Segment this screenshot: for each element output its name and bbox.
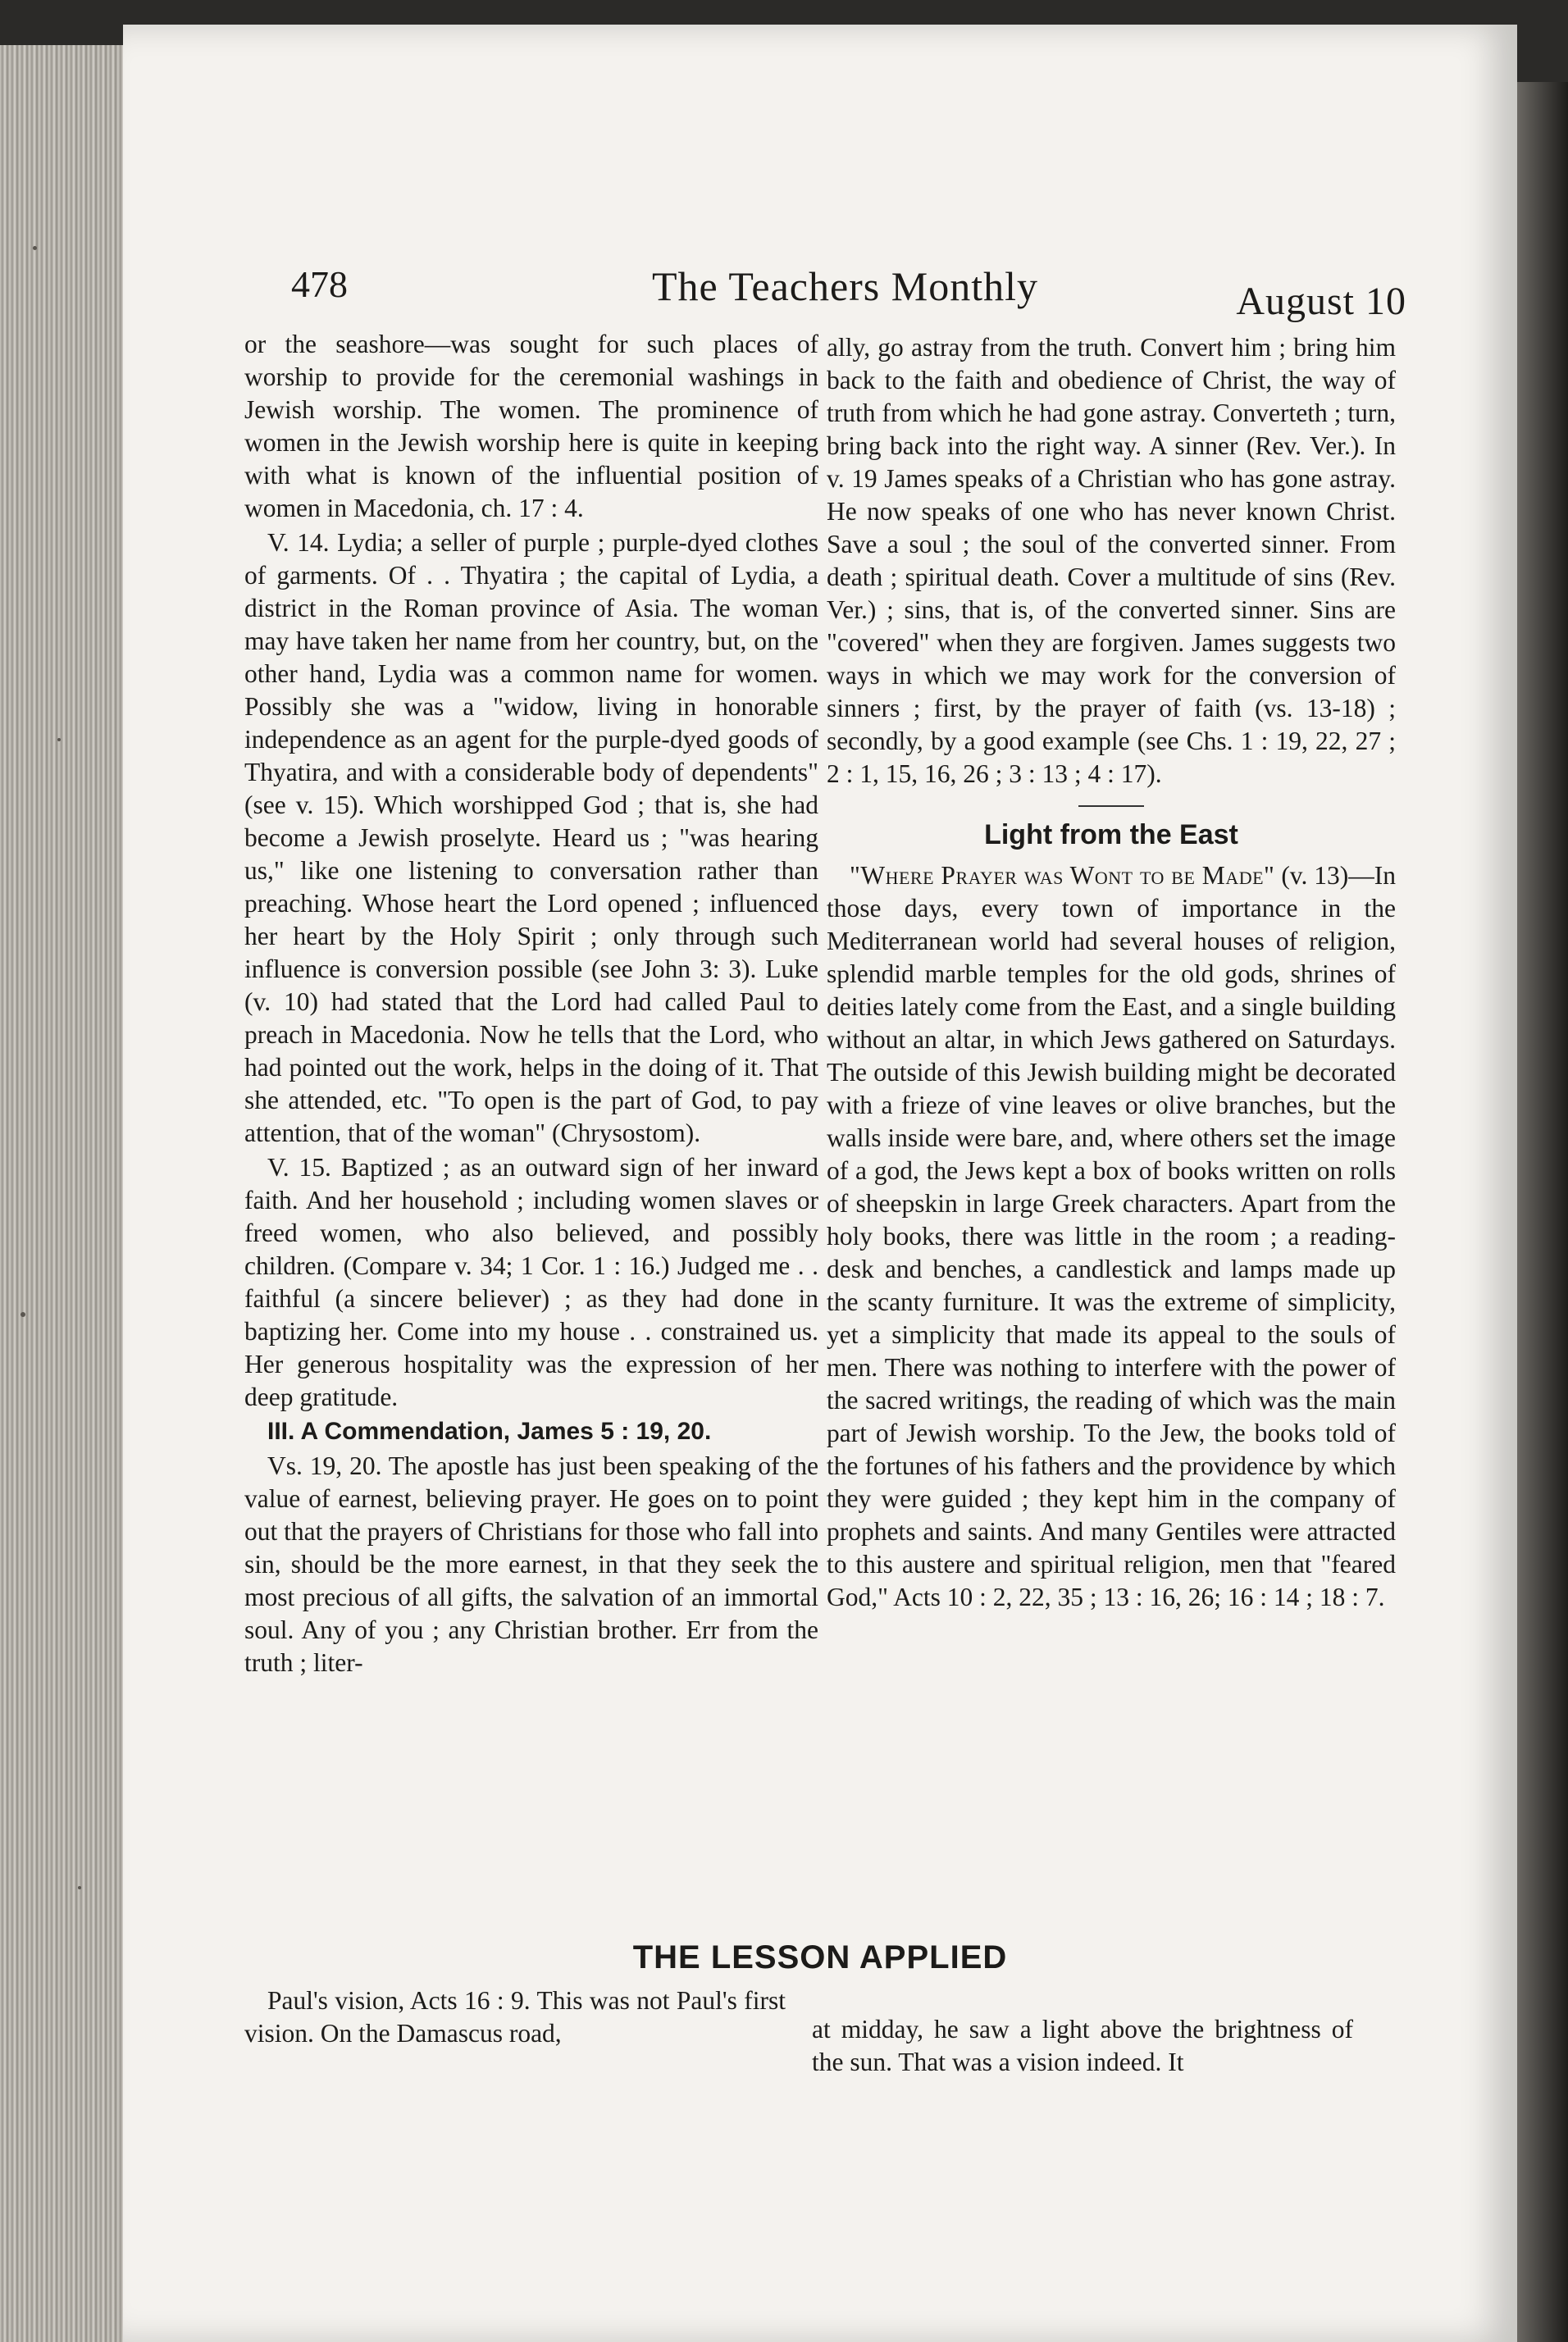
page-number: 478 bbox=[291, 263, 348, 305]
page-header bbox=[291, 262, 1406, 328]
light-from-east-heading: Light from the East bbox=[984, 819, 1238, 850]
lesson-applied-heading: THE LESSON APPLIED bbox=[632, 1939, 1008, 1975]
lesson-right-text: at midday, he saw a light above the brightness of the sun. That was a vision indeed. It bbox=[812, 2015, 1353, 2076]
left-paragraph-1: or the seashore—was sought for such places of worship to provide for the ceremonial washings in Jewish worship. The women. The prominence of women in the Jewish worship here is quite in keeping with what is known of the influential position of women in Macedonia, ch. 17 : 4. bbox=[244, 330, 818, 522]
left-paragraph-2: V. 14. Lydia; a seller of purple ; purple-dyed clothes of garments. Of . . Thyatira ; the capital of Lydia, a district in the Roman province of Asia. The woman may have taken her name from her country, but, on the other hand, Lydia was a common name for women. Possibly she was a "widow, living in honorable independence as an agent for the purple-dyed goods of Thyatira, and with a considerable body of dependents" (see v. 15). Which worshipped God ; that is, she had become a Jewish proselyte. Heard us ; "was hearing us," like one listening to conversation rather than preaching. Whose heart the Lord opened ; influenced her heart by the Holy Spirit ; only through such influence is conversion possible (see John 3: 3). Luke (v. 10) had stated that the Lord had called Paul to preach in Macedonia. Now he tells that the Lord, who had pointed out the work, helps in the doing of it. That she attended, etc. "To open is the part of God, to pay attention, that of the woman" (Chrysostom). bbox=[244, 528, 818, 1147]
scan-speck bbox=[33, 246, 37, 250]
scan-speck bbox=[21, 1312, 25, 1317]
left-paragraph-3: V. 15. Baptized ; as an outward sign of her inward faith. And her household ; including women slaves or freed women, who also believed, and possibly children. (Compare v. 34; 1 Cor. 1 : 16.) Judged me . . faithful (a sincere believer) ; as they had done in baptizing her. Come into my house . . constrained us. Her generous hospitality was the expression of her deep gratitude. bbox=[244, 1153, 818, 1411]
running-title: The Teachers Monthly bbox=[652, 263, 1039, 309]
scan-speck bbox=[78, 1886, 81, 1889]
issue-date: August 10 bbox=[1236, 280, 1406, 323]
lesson-left-text: Paul's vision, Acts 16 : 9. This was not Paul's first vision. On the Damascus road, bbox=[244, 1986, 786, 2048]
section-heading-commendation: III. A Commendation, James 5 : 19, 20. bbox=[267, 1418, 712, 1445]
scan-speck bbox=[57, 738, 61, 741]
lesson-applied-left bbox=[244, 1984, 786, 2066]
right-paragraph-1: ally, go astray from the truth. Convert him ; bring him back to the faith and obedience of Christ, the way of truth from which he had gone astray. Converteth ; turn, bring back into the right way. A sinner (Rev. Ver.). In v. 19 James speaks of a Christian who has gone astray. He now speaks of one who has never known Christ. Save a soul ; the soul of the converted sinner. From death ; spiritual death. Cover a multitude of sins (Rev. Ver.) ; sins, that is, of the converted sinner. Sins are "covered" when they are forgiven. James suggests two ways in which we may work for the conversion of sinners ; first, by the prayer of faith (vs. 13-18) ; secondly, by a good example (see Chs. 1 : 19, 22, 27 ; 2 : 1, 15, 16, 26 ; 3 : 13 ; 4 : 17). bbox=[827, 333, 1396, 788]
smallcaps-lead: "Where Prayer was Wont to be Made" bbox=[850, 861, 1275, 890]
book-right-edge bbox=[1516, 82, 1568, 2342]
right-paragraph-2 bbox=[827, 859, 1396, 1614]
lesson-applied-right bbox=[812, 2013, 1353, 2079]
right-paragraph-2-text: (v. 13)—In those days, every town of importance in the Mediterranean world had several houses of religion, splendid marble temples for the old gods, shrines of deities lately come from the East, and a single building without an altar, in which Jews gathered on Saturdays. The outside of this Jewish building might be decorated with a frieze of vine leaves or olive branches, but the walls inside were bare, and, where others set the image of a god, the Jews kept a box of books written on rolls of sheepskin in large Greek characters. Apart from the holy books, there was little in the room ; a reading-desk and benches, a candlestick and lamps made up the scanty furniture. It was the extreme of simplicity, yet a simplicity that made its appeal to the souls of men. There was nothing to interfere with the power of the sacred writings, the reading of which was the main part of Jewish worship. To the Jew, the books told of the fortunes of his fathers and the providence by which they were guided ; they kept him in the company of prophets and saints. And many Gentiles were attracted to this austere and spiritual religion, men that "feared God," Acts 10 : 2, 22, 35 ; 13 : 16, 26; 16 : 14 ; 18 : 7. bbox=[827, 861, 1397, 1611]
book-page-edges bbox=[0, 45, 135, 2342]
divider-rule bbox=[1078, 805, 1144, 807]
left-paragraph-4: Vs. 19, 20. The apostle has just been speaking of the value of earnest, believing prayer. He goes on to point out that the prayers of Christians for those who fall into sin, should be the more earnest, in that they seek the most precious of all gifts, the salvation of an immortal soul. Any of you ; any Christian brother. Err from the truth ; liter- bbox=[244, 1451, 818, 1677]
left-column bbox=[244, 328, 818, 1927]
right-column bbox=[827, 331, 1396, 1939]
